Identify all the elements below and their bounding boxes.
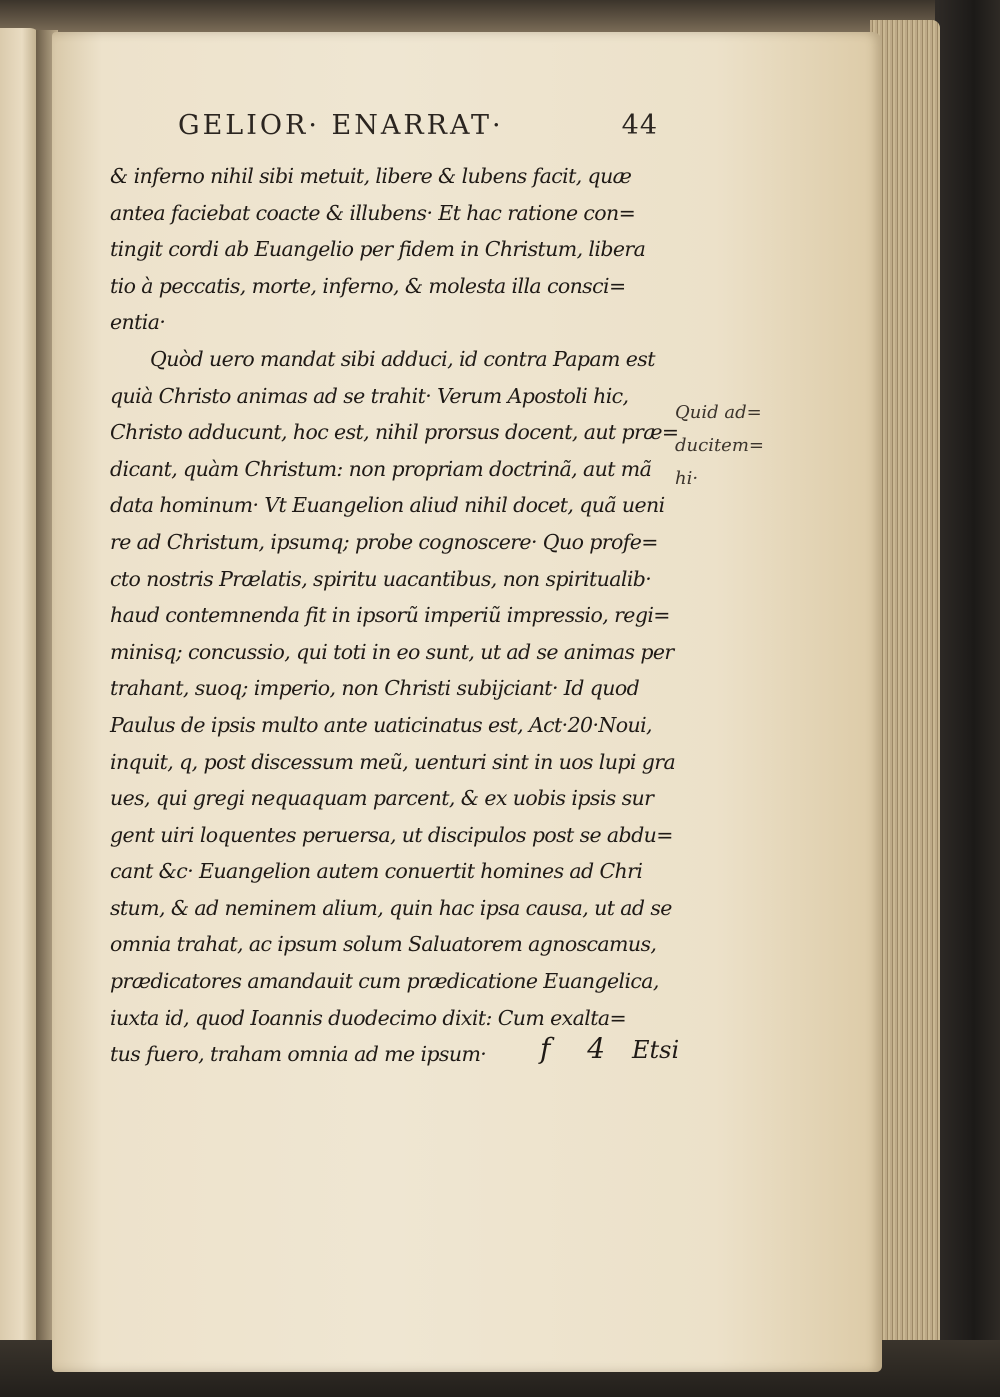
text-line: data hominum· Vt Euangelion aliud nihil docet, quã ueni (110, 493, 665, 518)
text-line: entia· (110, 310, 166, 335)
marginal-line: hi· (675, 468, 699, 489)
text-line: tus fuero, traham omnia ad me ipsum· (110, 1042, 487, 1067)
text-line: omnia trahat, ac ipsum solum Saluatorem agnoscamus, (110, 932, 657, 957)
text-line: prædicatores amandauit cum prædicatione Euangelica, (110, 969, 659, 994)
text-line: Quòd uero mandat sibi adduci, id contra Papam est (150, 346, 655, 371)
text-line: & inferno nihil sibi metuit, libere & lubens facit, quæ (110, 164, 632, 188)
marginal-note (675, 396, 785, 495)
marginal-line: ducitem= (675, 435, 764, 456)
folio-number: 44 (621, 110, 658, 141)
text-line: dicant, quàm Christum: non propriam doctrinã, aut mã (110, 456, 652, 481)
text-line: gent uiri loquentes peruersa, ut discipulos post se abdu= (110, 822, 673, 847)
text-line: cant &c· Euangelion autem conuertit homines ad Chri (110, 859, 643, 884)
text-line: tio à peccatis, morte, inferno, & molesta illa consci= (110, 273, 626, 298)
text-line: trahant, suoq; imperio, non Christi subijciant· Id quod (110, 676, 640, 701)
text-line: stum, & ad neminem alium, quin hac ipsa causa, ut ad se (110, 895, 672, 920)
text-line: minisq; concussio, qui toti in eo sunt, ut ad se animas per (110, 639, 674, 664)
text-line: haud contemnenda fit in ipsorũ imperiũ impressio, regi= (110, 603, 670, 628)
text-line: ues, qui gregi nequaquam parcent, & ex uobis ipsis sur (110, 786, 654, 811)
text-line: Christo adducunt, hoc est, nihil prorsus docent, aut præ= (110, 420, 679, 445)
book-cover-edge (935, 0, 1000, 1397)
facing-page-edge (0, 28, 40, 1348)
text-line: inquit, q, post discessum meũ, uenturi sint in uos lupi gra (110, 749, 676, 774)
running-head-title: GELIOR· ENARRAT· (178, 110, 504, 141)
text-line: tingit cordi ab Euangelio per fidem in Christum, libera (110, 237, 646, 262)
text-line: antea faciebat coacte & illubens· Et hac ratione con= (110, 200, 636, 225)
text-line: Paulus de ipsis multo ante uaticinatus est, Act·20·Noui, (110, 712, 652, 737)
text-line: iuxta id, quod Ioannis duodecimo dixit: Cum exalta= (110, 1005, 627, 1030)
catchword: Etsi (632, 1036, 680, 1064)
text-line: re ad Christum, ipsumq; probe cognoscere· Quo profe= (110, 529, 658, 554)
text-line: quià Christo animas ad se trahit· Verum Apostoli hic, (110, 383, 629, 408)
signature-mark: f 4 (540, 1032, 620, 1065)
body-text (110, 158, 690, 1073)
running-head (178, 110, 658, 141)
marginal-line: Quid ad= (675, 402, 762, 423)
text-line: cto nostris Prælatis, spiritu uacantibus, non spiritualib· (110, 566, 652, 591)
